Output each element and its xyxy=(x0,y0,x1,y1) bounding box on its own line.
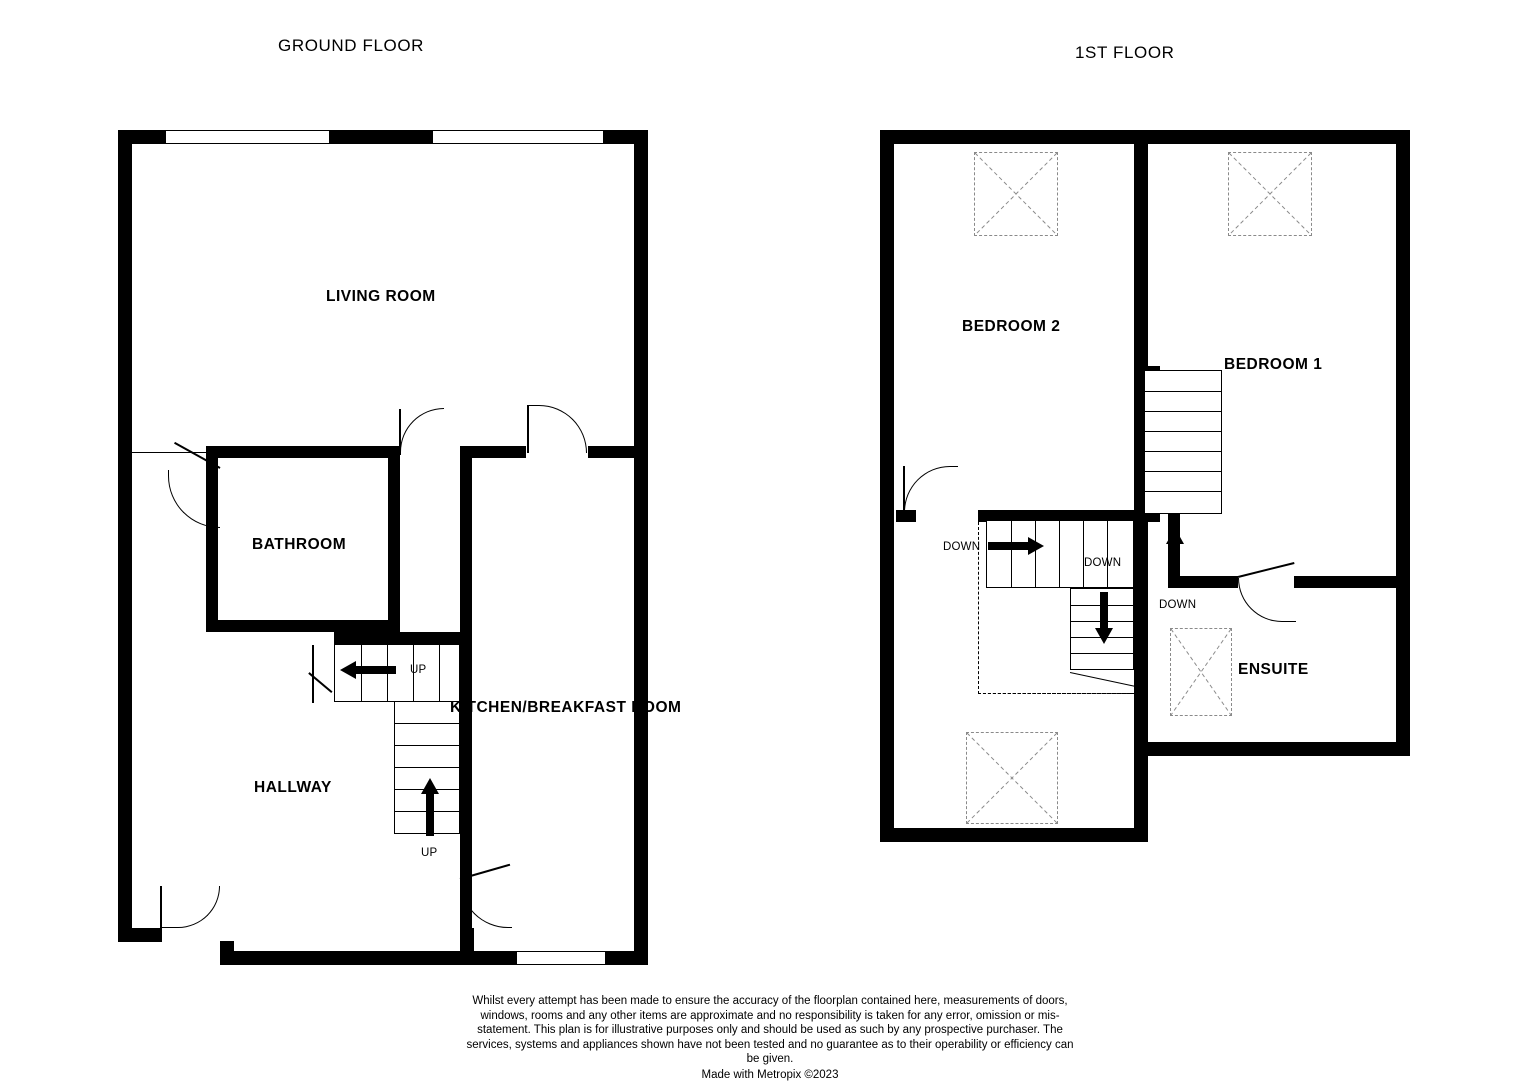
wall-b2-bottom xyxy=(880,828,1148,842)
disclaimer xyxy=(460,994,1080,1083)
window-living-front-right xyxy=(432,130,604,144)
arrow-down-vertical xyxy=(1092,592,1116,644)
arrow-up-vertical xyxy=(418,778,442,836)
door-swing-front xyxy=(162,886,220,928)
door-swing-bathroom xyxy=(168,470,220,528)
wall-hall-top xyxy=(334,632,472,644)
wall-bathroom-top xyxy=(206,446,400,458)
room-label-bathroom: BATHROOM xyxy=(252,536,347,553)
room-label-bedroom-1: BEDROOM 1 xyxy=(1224,356,1323,373)
wall-ensuite-top-right xyxy=(1294,576,1410,588)
stair-direction-up-1: UP xyxy=(410,664,427,676)
door-leaf-bedroom2 xyxy=(903,466,905,512)
hatch-bedroom2-top xyxy=(974,152,1058,236)
metropix-credit: Made with Metropix ©2023 xyxy=(701,1068,839,1081)
stairs-first-top-flight xyxy=(1144,370,1222,514)
first-floor-title: 1ST FLOOR xyxy=(1075,43,1175,62)
door-swing-ensuite xyxy=(1238,578,1296,622)
door-swing-kitchen-living xyxy=(527,405,587,453)
door-swing-hall-living xyxy=(400,408,444,454)
wall-kitchen-top-right xyxy=(588,446,648,458)
wall-ensuite-bottom xyxy=(1148,742,1410,756)
wall-bathroom-right xyxy=(388,446,400,632)
stair-direction-down-3: DOWN xyxy=(1159,599,1197,611)
wall-kitchen-top-left xyxy=(466,446,526,458)
room-label-hallway: HALLWAY xyxy=(254,779,332,796)
disclaimer-text: Whilst every attempt has been made to ensure the accuracy of the floorplan contained here, measurements of doors, windows, rooms and any other items are approximate and no responsibility is taken for any error, omission or mis-statement. This plan is for illustrative purposes only and should be used as such by any prospective purchaser. The services, systems and appliances shown have not been tested and no guarantee as to their operability or efficiency can be given. xyxy=(466,995,1074,1066)
window-rear xyxy=(516,951,606,965)
wall-bathroom-bottom xyxy=(206,620,400,632)
arrow-down-right xyxy=(988,534,1044,558)
wall-bottom-left xyxy=(118,928,162,942)
wall-b2-top xyxy=(880,130,1148,144)
stair-void-bottom-line xyxy=(978,693,1136,694)
hatch-ensuite xyxy=(1170,628,1232,716)
wall-b2-left xyxy=(880,130,894,842)
arrow-up-left xyxy=(340,658,396,682)
room-label-kitchen: KITCHEN/BREAKFAST ROOM xyxy=(450,699,682,716)
door-leaf-front xyxy=(160,886,162,928)
wall-b1-right xyxy=(1396,130,1410,756)
wall-right xyxy=(634,130,648,965)
room-label-ensuite: ENSUITE xyxy=(1238,661,1309,678)
wall-b1-top xyxy=(1148,130,1410,144)
room-label-bedroom-2: BEDROOM 2 xyxy=(962,318,1061,335)
room-label-living-room: LIVING ROOM xyxy=(326,288,436,305)
wall-left xyxy=(118,130,132,942)
door-leaf-hall-living xyxy=(399,409,401,455)
door-swing-bedroom2 xyxy=(904,466,958,512)
hatch-bedroom1-top xyxy=(1228,152,1312,236)
arrow-up-bedroom1 xyxy=(1163,528,1187,586)
door-leaf-kitchen-living xyxy=(527,405,529,453)
door-leaf-ensuite xyxy=(1238,562,1295,578)
stair-direction-up-2: UP xyxy=(421,847,438,859)
wall-bottom-mid xyxy=(220,951,470,965)
ground-floor-title: GROUND FLOOR xyxy=(278,36,425,55)
stair-direction-down-2: DOWN xyxy=(1084,557,1122,569)
hatch-bedroom2-bottom xyxy=(966,732,1058,824)
stair-direction-down-1: DOWN xyxy=(943,541,981,553)
window-living-front-left xyxy=(165,130,330,144)
